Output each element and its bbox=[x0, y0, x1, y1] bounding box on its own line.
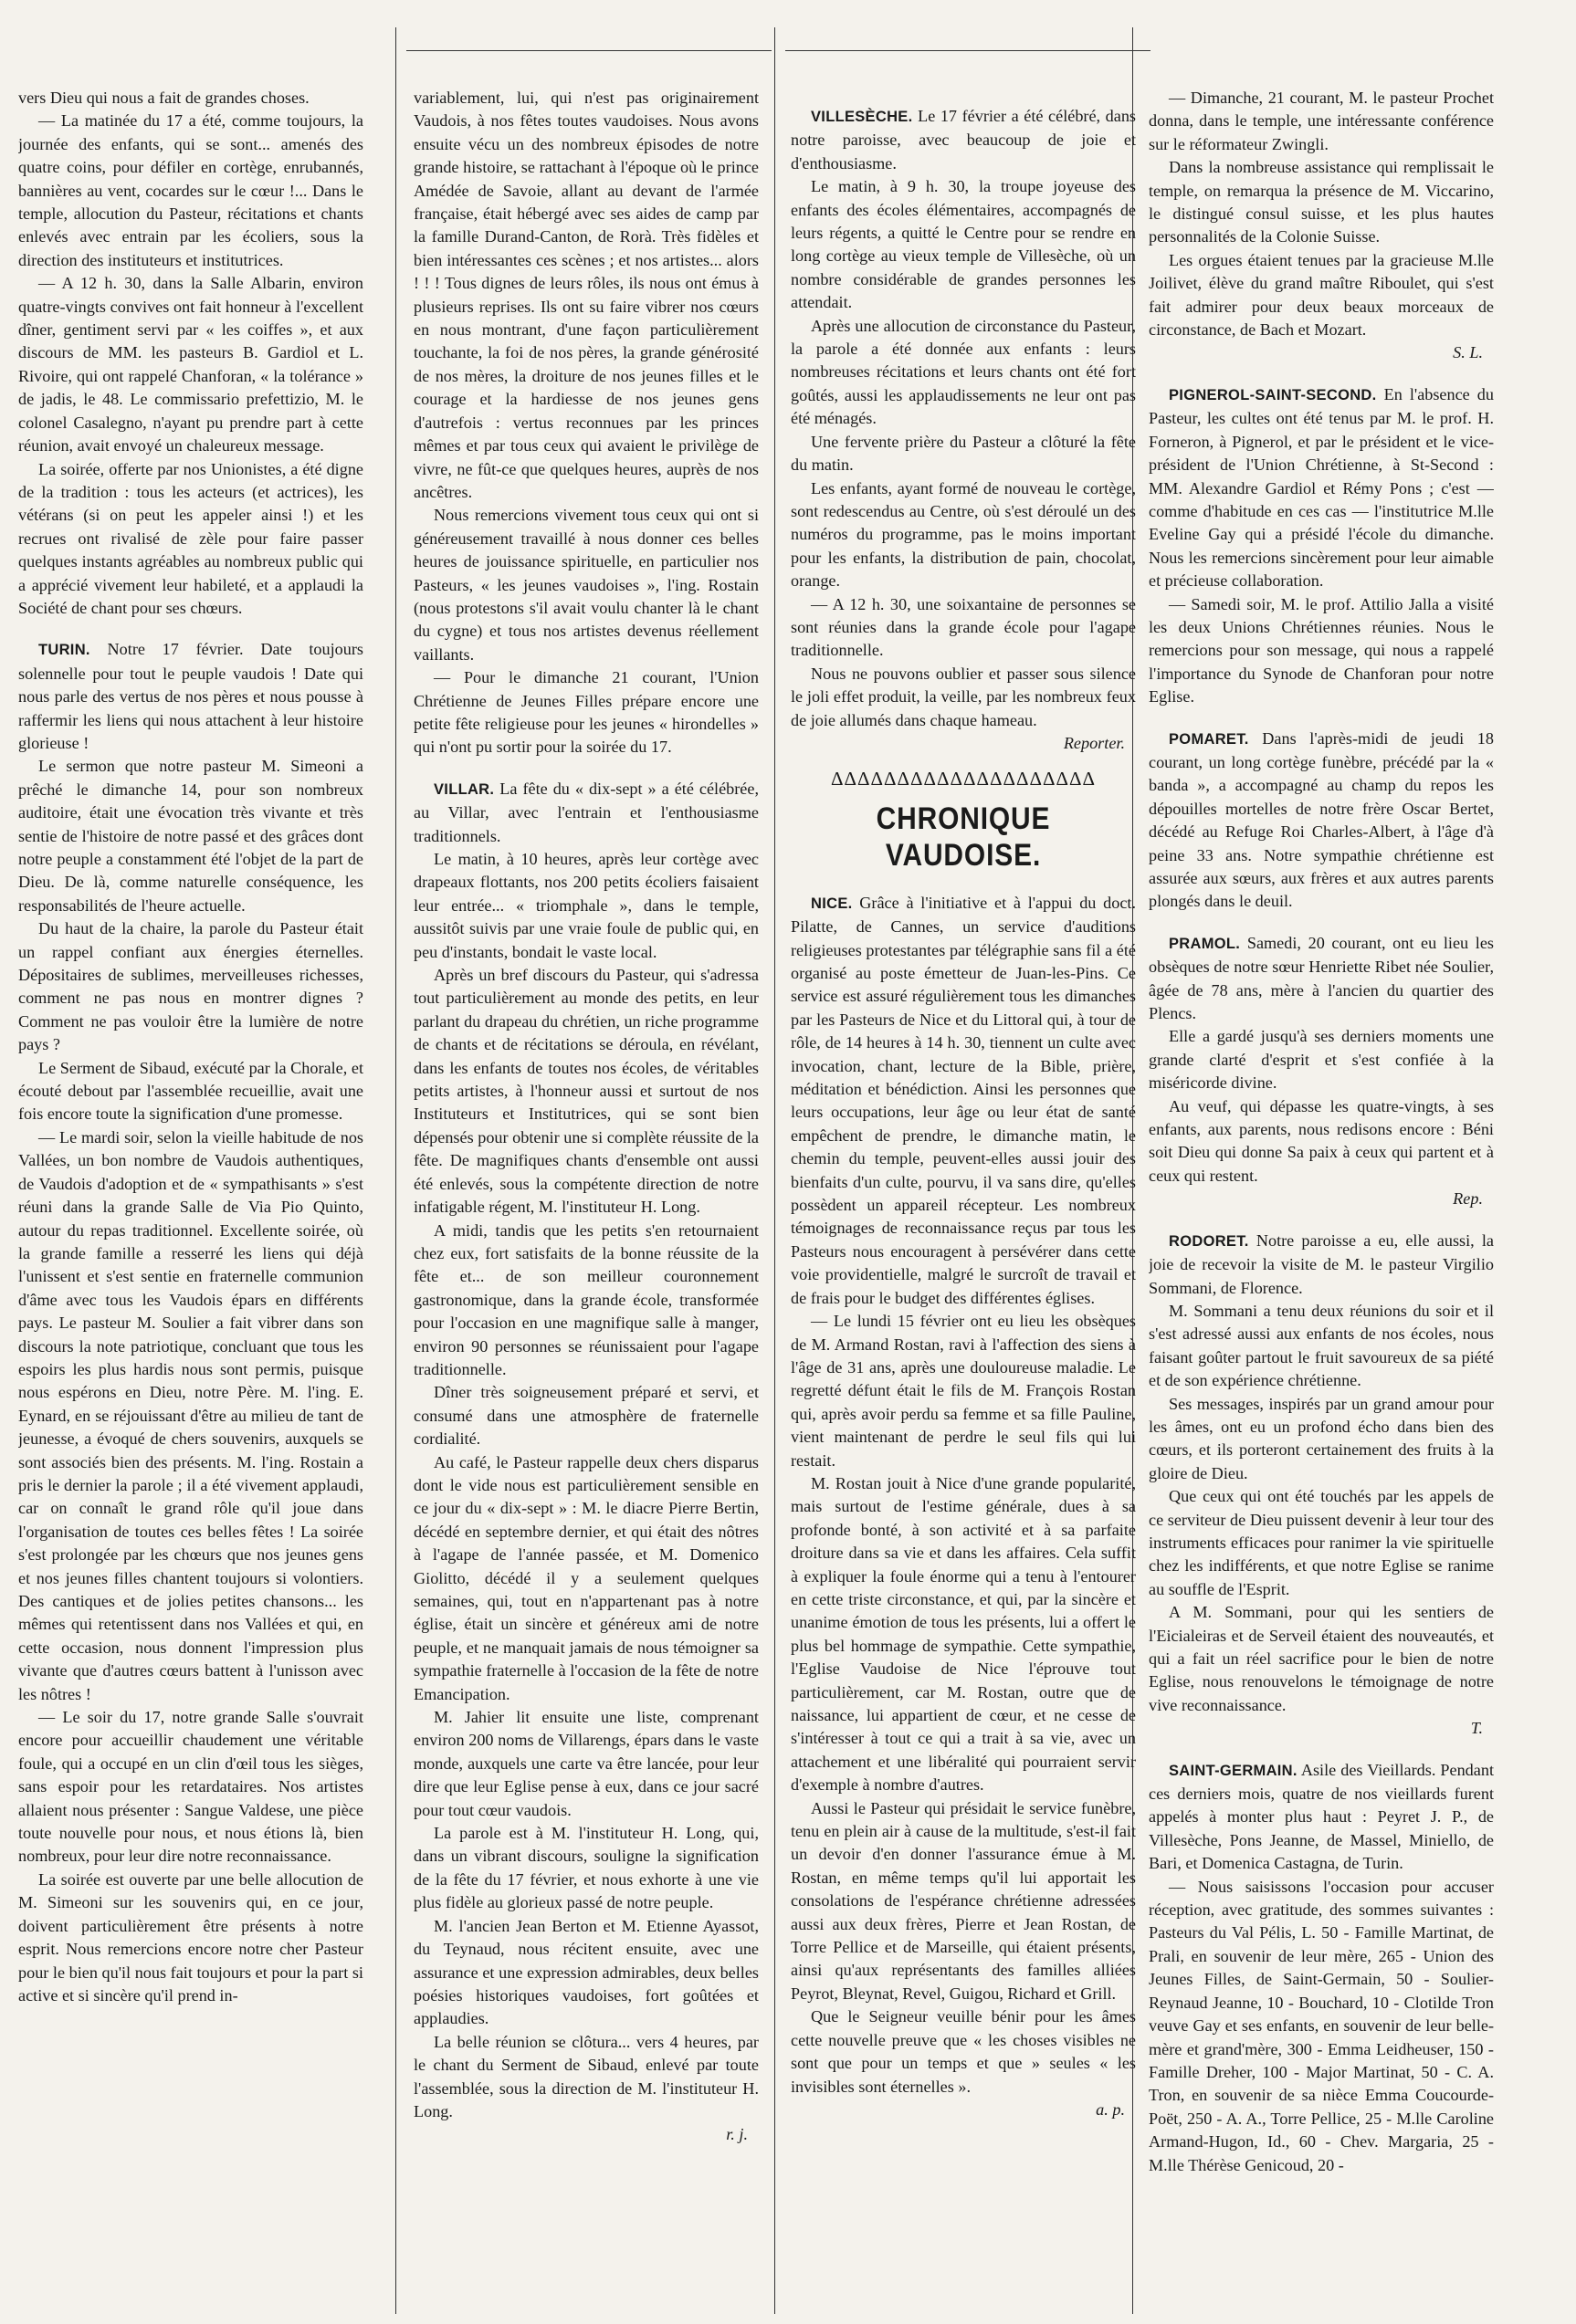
article-paragraph bbox=[414, 1915, 759, 2031]
paragraph-text: — La matinée du 17 a été, comme toujours, la journée des enfants, qui se sont... amenés des quatre coins, pour défiler en cortège, enrubannés, bannières au vent, cocardes sur le cœur !... Dans le temple, allocution du Pasteur, récitations et chants enlevés avec entrain par les écoliers, sous la direction des instituteurs et institutrices. bbox=[18, 111, 363, 269]
article-start bbox=[1149, 728, 1494, 914]
article-paragraph bbox=[791, 2005, 1136, 2121]
paragraph-text: — Pour le dimanche 21 courant, l'Union Chrétienne de Jeunes Filles prépare encore une petite fête religieuse pour les jeunes « hirondelles » qui n'ont pu sortir pour la soirée du 17. bbox=[414, 668, 759, 757]
article-paragraph bbox=[1149, 1485, 1494, 1601]
paragraph-text: — Nous saisissons l'occasion pour accuser réception, avec gratitude, des sommes suivantes : Pasteurs du Val Pélis, L. 50 - Famille Martinat, de Prali, en souvenir de leur mère, 265 - Union des Jeunes Filles, de Saint-Germain, 50 - Soulier-Reynaud Jeanne, 10 - Bouchard, 10 - Clotilde Tron veuve Gay et ses enfants, en souvenir de leur belle-mère et grand'mère, 300 - Emma Leidheuser, 150 - Famille Dreher, 100 - Major Martinat, 50 - C. A. Tron, en souvenir de sa nièce Emma Coucourde-Poët, 250 - A. A., Torre Pellice, 25 - M.lle Caroline Armand-Hugon, Id., 60 - Chev. Margaria, 25 - M.lle Thérèse Genicoud, 20 - bbox=[1149, 1877, 1494, 2174]
place-heading: RODORET. bbox=[1169, 1232, 1249, 1250]
article-paragraph bbox=[1149, 593, 1494, 709]
paragraph-text: Les orgues étaient tenues par la gracieuse M.lle Joilivet, élève du grand maître Riboulet, qui s'est fait admirer pour deux beaux morceaux de circonstance, de Bach et Mozart. bbox=[1149, 250, 1494, 340]
paragraph-text: — Le lundi 15 février ont eu lieu les obsèques de M. Armand Rostan, ravi à l'affection des siens à l'âge de 31 ans, après une douloureuse maladie. Le regretté défunt était le fils de M. François Rostan qui, après avoir perdu sa femme et sa fille Pauline, vient maintenant de perdre le seul fils qui lui restait. bbox=[791, 1312, 1136, 1470]
article-start bbox=[1149, 932, 1494, 1026]
paragraph-text: Les enfants, ayant formé de nouveau le cortège, sont redescendus au Centre, où s'est déroulé un des numéros du programme, pas le moins important pour les enfants, la distribution de pain, chocolat, orange. bbox=[791, 478, 1136, 591]
article-paragraph bbox=[18, 917, 363, 1056]
paragraph-text: En l'absence du Pasteur, les cultes ont été tenus par M. le prof. H. Forneron, à Pignerol, et par le président et le vice-président de l'Union Chrétienne, à St-Second : MM. Alexandre Gardiol et Rémy Pons ; c'est — comme d'habitude en ces cas — l'institutrice M.lle Eveline Gay qui a présidé l'école du dimanche. Nous les remercions sincèrement pour leur aimable et précieuse collaboration. bbox=[1149, 384, 1494, 591]
article-paragraph bbox=[414, 1381, 759, 1450]
paragraph-text: Le matin, à 9 h. 30, la troupe joyeuse des enfants des écoles élémentaires, accompagnés de leurs régents, a quitté le Centre pour se rendre en long cortège au vieux temple de Villesèche, où un nombre considérable de grandes personnes les attendait. bbox=[791, 177, 1136, 312]
paragraph-text: — Le soir du 17, notre grande Salle s'ouvrait encore pour accueillir chaudement une véritable foule, qui a occupé en un clin d'œil tous les sièges, sans espoir pour les retardataires. Nos artistes allaient nous présenter : Sangue Valdese, une pièce toute nouvelle pour nous, et nous étions là, bien nombreux, pour leur dire notre reconnaissance. bbox=[18, 1708, 363, 1866]
paragraph-text: La soirée est ouverte par une belle allocution de M. Simeoni sur les souvenirs qui, en ce jour, doivent particulièrement être présents à notre esprit. Nous remercions encore notre cher Pasteur pour le bien qu'il nous fait toujours et pour la part si active et si sincère qu'il prend in- bbox=[18, 1869, 363, 2005]
article-paragraph bbox=[791, 1797, 1136, 2006]
column-1 bbox=[18, 87, 363, 2305]
paragraph-text: Au café, le Pasteur rappelle deux chers disparus dont le vide nous est particulièrement sensible en ce jour du « dix-sept » : M. le diacre Pierre Bertin, décédé en septembre dernier, et qui était des nôtres à l'agape de l'année passée, et M. Domenico Giolitto, décédé il y a seulement quelques semaines, qui, tout en n'appartenant pas à notre église, était un sincère et généreux ami de notre peuple, et ne manquait jamais de nous témoigner sa sympathie fraternelle à l'occasion de la fête de notre Emancipation. bbox=[414, 1452, 759, 1703]
article-paragraph bbox=[791, 175, 1136, 314]
ornament-divider: ΔΔΔΔΔΔΔΔΔΔΔΔΔΔΔΔΔΔΔΔ bbox=[830, 768, 1097, 790]
column-divider bbox=[395, 27, 396, 2314]
article-paragraph bbox=[1149, 87, 1494, 156]
article-paragraph bbox=[791, 315, 1136, 431]
article-paragraph bbox=[1149, 1300, 1494, 1393]
paragraph-text: Nous remercions vivement tous ceux qui ont si généreusement travaillé à nous donner ces belles heures de jouissance spirituelle, en particulier nos Pasteurs, « les jeunes vaudoises », l'ing. Rostain (nous protestons s'il avait voulu chanter là le chant du cygne) et tous nos artistes devenus réellement vaillants. bbox=[414, 506, 759, 664]
paragraph-text: M. Rostan jouit à Nice d'une grande popularité, mais surtout de l'estime générale, dues à sa profonde bonté, à son activité et à sa parfaite droiture dans sa vie et dans les affaires. Cela suffit à expliquer la foule énorme qui a tenu à l'entourer en cette triste circonstance, et qui, par la sincère et unanime émotion de tous les présents, lui a offert le plus bel hommage de sympathie. Cette sympathie, l'Eglise Vaudoise de Nice l'éprouve tout particulièrement, car M. Rostan, outre que de naissance, lui appartient de cœur, et ne cesse de s'intéresser à tout ce qui a trait à sa vie, avec un attachement et une libéralité qui pourraient servir d'exemple à nombre d'autres. bbox=[791, 1473, 1136, 1795]
paragraph-text: A midi, tandis que les petits s'en retournaient chez eux, fort satisfaits de la bonne réussite de la fête et... de son meilleur couronnement gastronomique, dans la grande école, transformée pour l'occasion en une magnifique salle à manger, environ 90 personnes se réunissaient pour l'agape traditionnelle. bbox=[414, 1220, 759, 1378]
section-heading: CHRONIQUE VAUDOISE. bbox=[876, 801, 1051, 873]
paragraph-text: Notre paroisse a eu, elle aussi, la joie de recevoir la visite de M. le pasteur Virgilio Sommani, de Florence. bbox=[1149, 1230, 1494, 1297]
header-rule bbox=[406, 50, 772, 51]
author-signature: S. L. bbox=[1453, 343, 1483, 362]
paragraph-text: A M. Sommani, pour qui les sentiers de l'Eicialeiras et de Serveil étaient des nouveautés, et qui a fait un réel sacrifice pour le bien de notre Eglise, nous renouvelons le témoignage de notre vive reconnaissance. bbox=[1149, 1603, 1494, 1714]
paragraph-text: Après une allocution de circonstance du Pasteur, la parole a été donnée aux enfants : leurs nombreuses récitations et leurs chants ont été fort goûtés, aussi les applaudissements ne leur ont pas été ménagés. bbox=[791, 316, 1136, 428]
author-signature: a. p. bbox=[1096, 2099, 1125, 2119]
column-4 bbox=[1149, 87, 1494, 2305]
paragraph-text: — A 12 h. 30, une soixantaine de personnes se sont réunies dans la grande école pour l'agape traditionnelle. bbox=[791, 594, 1136, 660]
article-paragraph bbox=[791, 1310, 1136, 1472]
article-paragraph bbox=[1149, 1025, 1494, 1094]
paragraph-text: Nous ne pouvons oublier et passer sous silence le joli effet produit, la veille, par les nombreux feux de joie allumés dans chaque hameau. bbox=[791, 664, 1136, 729]
paragraph-text: Ses messages, inspirés par un grand amour pour les âmes, ont eu un profond écho dans bien des cœurs, et ils porteront certainement des fruits à la gloire de Dieu. bbox=[1149, 1394, 1494, 1482]
paragraph-text: Grâce à l'initiative et à l'appui du doct. Pilatte, de Cannes, un service d'auditions religieuses protestantes par télégraphie sans fil a été organisé au poste émetteur de Juan-les-Pins. Ce service est assuré régulièrement tous les dimanches par les Pasteurs de Nice et du Littoral qui, à tour de rôle, de 14 heures à 14 h. 30, tiennent un culte avec invocation, chant, lecture de la Bible, prière, méditation et bénédiction. Ainsi les personnes que leurs occupations, leur âge ou leur état de santé empêchent de prendre, le dimanche matin, le chemin du temple, peuvent-elles aussi jouir des bienfaits d'un culte, pourvu, il va sans dire, qu'elles possèdent un appareil récepteur. Les nombreux témoignages de reconnaissance reçus par tous les Pasteurs nous encouragent à persévérer dans cette voie providentielle, malgré le surcroît de travail et de frais pour le budget des différentes églises. bbox=[791, 893, 1136, 1307]
article-paragraph bbox=[414, 2031, 759, 2147]
article-paragraph bbox=[18, 1706, 363, 1869]
article-start bbox=[791, 892, 1136, 1310]
paragraph-text: La fête du « dix-sept » a été célébrée, au Villar, avec l'entrain et l'enthousiasme traditionnels. bbox=[414, 779, 759, 845]
paragraph-text: M. Sommani a tenu deux réunions du soir et il s'est adressé aussi aux enfants de nos écoles, nous faisant goûter partout le fruit savoureux de sa piété et de son expérience chrétienne. bbox=[1149, 1301, 1494, 1390]
paragraph-text: La belle réunion se clôtura... vers 4 heures, par le chant du Serment de Sibaud, enlevé par toute l'assemblée, sous la direction de M. l'instituteur H. Long. bbox=[414, 2032, 759, 2120]
article-start bbox=[1149, 1230, 1494, 1300]
author-signature: T. bbox=[1470, 1719, 1483, 1738]
paragraph-text: La parole est à M. l'instituteur H. Long, qui, dans un vibrant discours, souligne la signification de la fête du 17 février, et nous exhorte à une vie plus fidèle au glorieux passé de notre peuple. bbox=[414, 1824, 759, 1912]
article-paragraph bbox=[18, 110, 363, 272]
article-paragraph bbox=[414, 666, 759, 759]
column-divider bbox=[774, 27, 775, 2314]
article-paragraph bbox=[1149, 156, 1494, 249]
article-continuation bbox=[414, 87, 759, 504]
place-heading: NICE. bbox=[811, 895, 853, 912]
article-paragraph bbox=[414, 964, 759, 1219]
column-3 bbox=[791, 87, 1136, 2305]
place-heading: VILLESÈCHE. bbox=[811, 109, 913, 125]
paragraph-text: Dans l'après-midi de jeudi 18 courant, un long cortège funèbre, précédé par la « banda », a accompagné au champ du repos les dépouilles mortelles de notre frère Oscar Bertet, décédé au Refuge Roi Charles-Albert, à l'âge d'à peine 33 ans. Notre sympathie chrétienne est assurée aux sœurs, aux frères et aux autres parents plongés dans le deuil. bbox=[1149, 728, 1494, 911]
article-continuation bbox=[18, 87, 363, 110]
paragraph-text: Le 17 février a été célébré, dans notre paroisse, avec beaucoup de joie et d'enthousiasme. bbox=[791, 107, 1136, 173]
author-signature: r. j. bbox=[726, 2125, 748, 2144]
article-paragraph bbox=[18, 755, 363, 917]
article-paragraph bbox=[18, 1057, 363, 1126]
place-heading: PIGNEROL-SAINT-SECOND. bbox=[1169, 386, 1377, 403]
article-paragraph bbox=[1149, 1095, 1494, 1211]
article-paragraph bbox=[414, 1706, 759, 1822]
place-heading: POMARET. bbox=[1169, 730, 1249, 748]
paragraph-text: Notre 17 février. Date toujours solennelle pour tout le peuple vaudois ! Date qui nous parle des vertus de nos pères et nous pousse à raffermir les liens qui nous attachent à leur histoire glorieuse ! bbox=[18, 640, 363, 752]
paragraph-text: Au veuf, qui dépasse les quatre-vingts, à ses enfants, aux parents, nous redisons encore : Béni soit Dieu qui donne Sa paix à ceux qui partent et à ceux qui restent. bbox=[1149, 1096, 1494, 1185]
paragraph-text: Une fervente prière du Pasteur a clôturé la fête du matin. bbox=[791, 432, 1136, 475]
paragraph-text: Que le Seigneur veuille bénir pour les âmes cette nouvelle preuve que « les choses visibles ne sont que pour un temps et que » seules « les invisibles sont éternelles ». bbox=[791, 2007, 1136, 2096]
article-paragraph bbox=[1149, 249, 1494, 365]
paragraph-text: M. Jahier lit ensuite une liste, comprenant environ 200 noms de Villarengs, épars dans le vaste monde, auxquels une carte va être lancée, pour leur dire que leur Eglise pense à eux, dans ce jour sacré pour tout cœur vaudois. bbox=[414, 1708, 759, 1819]
paragraph-text: Samedi, 20 courant, ont eu lieu les obsèques de notre sœur Henriette Ribet née Soulier, âgée de 78 ans, mère à l'ancien du quartier des Plencs. bbox=[1149, 933, 1494, 1023]
article-paragraph bbox=[18, 272, 363, 457]
place-heading: TURIN. bbox=[38, 642, 90, 659]
article-start bbox=[791, 105, 1136, 175]
paragraph-text: Que ceux qui ont été touchés par les appels de ce serviteur de Dieu puissent devenir à leur tour des instruments efficaces pour ranimer la vie spirituelle chez les indifférents, et que notre Eglise se ranime au souffle de l'Esprit. bbox=[1149, 1487, 1494, 1598]
paragraph-text: Le sermon que notre pasteur M. Simeoni a prêché le dimanche 14, pour son nombreux auditoire, était une évocation très vivante et très sentie de l'histoire de notre passé et des grâces dont notre peuple a constamment été l'objet de la part de Dieu. De là, comme naturelle conséquence, les responsabilités de l'heure actuelle. bbox=[18, 757, 363, 915]
article-paragraph bbox=[791, 663, 1136, 756]
article-paragraph bbox=[414, 504, 759, 666]
paragraph-text: Dans la nombreuse assistance qui remplissait le temple, on remarqua la présence de M. Viccarino, le distingué consul suisse, et les plus hautes personnalités de la Colonie Suisse. bbox=[1149, 158, 1494, 246]
article-paragraph bbox=[791, 1472, 1136, 1797]
article-paragraph bbox=[1149, 1876, 1494, 2177]
article-start bbox=[1149, 1759, 1494, 1876]
author-signature: Reporter. bbox=[1063, 733, 1125, 752]
column-2 bbox=[414, 87, 759, 2305]
article-paragraph bbox=[414, 1822, 759, 1915]
author-signature: Rep. bbox=[1453, 1189, 1483, 1209]
article-start bbox=[414, 778, 759, 848]
paragraph-text: — Dimanche, 21 courant, M. le pasteur Prochet donna, dans le temple, une intéressante conférence sur le réformateur Zwingli. bbox=[1149, 89, 1494, 153]
article-paragraph bbox=[414, 1220, 759, 1382]
article-paragraph bbox=[1149, 1393, 1494, 1486]
paragraph-text: Dîner très soigneusement préparé et servi, et consumé dans une atmosphère de fraternelle cordialité. bbox=[414, 1383, 759, 1449]
article-start bbox=[1149, 383, 1494, 593]
place-heading: PRAMOL. bbox=[1169, 935, 1241, 952]
paragraph-text: Du haut de la chaire, la parole du Pasteur était un rappel confiant aux énergies éternelles. Dépositaires de sublimes, merveilleuses richesses, comment ne pas nous en montrer dignes ? Comment ne pas vouloir être la lumière de notre pays ? bbox=[18, 919, 363, 1054]
article-paragraph bbox=[791, 477, 1136, 593]
article-paragraph bbox=[414, 848, 759, 964]
article-paragraph bbox=[1149, 1601, 1494, 1740]
paragraph-text: — Le mardi soir, selon la vieille habitude de nos Vallées, un bon nombre de Vaudois authentiques, de Vaudois d'adoption et de « sympathisants » s'est réuni dans la grande Salle de Via Pio Quinto, autour du repas traditionnel. Excellente soirée, où la grande famille a resserré les liens qui déjà l'unissent et s'est sentie en fraternelle communion d'âme avec tous les Vaudois épars en différents pays. Le pasteur M. Soulier a fait vibrer dans son discours la note patriotique, concluant que tous les espoirs les plus hardis nous sont permis, puisque nous espérons en Dieu, notre Père. M. l'ing. E. Eynard, en se réjouissant d'être au milieu de tant de jeunesse, a évoqué de chers souvenirs, auxquels se sont associés bien des présents. M. l'ing. Rostain a pris le dernier la parole ; il a été vivement applaudi, car on connaît le grand rôle qu'il joue dans l'organisation de toutes ces belles fêtes ! La soirée s'est prolongée par les chœurs que nos jeunes gens et nos jeunes filles chantent toujours si volontiers. Des cantiques et de jolies petites chansons... les mêmes qui retentissent dans nos Vallées et qui, en cette occasion, nous donnent l'impression plus vivante que d'autres cœurs battent à l'unisson avec les nôtres ! bbox=[18, 1127, 363, 1703]
paragraph-text: Le Serment de Sibaud, exécuté par la Chorale, et écouté debout par l'assemblée recueillie, avait une fois encore toute la signification d'une promesse. bbox=[18, 1058, 363, 1124]
paragraph-text: variablement, lui, qui n'est pas originairement Vaudois, à nos fêtes toutes vaudoises. Nous avons ensuite vécu un des nombreux épisodes de notre grande histoire, se rattachant à l'époque où le prince Amédée de Savoie, allant au devant de l'armée française, était hébergé avec ses aides de camp par la famille Durand-Canton, de Rorà. Très fidèles et bien intéressantes ces scènes ; et nos artistes... alors ! ! ! Tous dignes de leurs rôles, ils nous ont émus à plusieurs reprises. Ils ont su faire vibrer nos cœurs en nous montrant, d'une façon particulièrement touchante, la foi de nos pères, la grande générosité de nos mères, la droiture de nos jeunes filles et le courage et la hardiesse de nos jeunes gens d'autrefois : vertus reconnues par les princes mêmes et par tous ceux qui avaient le privilège de vivre, ne fût-ce que quelques heures, auprès de nos ancêtres. bbox=[414, 89, 759, 501]
header-rule bbox=[785, 50, 1150, 51]
paragraph-text: — A 12 h. 30, dans la Salle Albarin, environ quatre-vingts convives ont fait honneur à l'excellent dîner, gentiment servi par « les coiffes », et aux discours de MM. les pasteurs B. Gardiol et L. Rivoire, qui ont rappelé Chanforan, « la tolérance » de jadis, le 48. Le commissario prefettizio, M. le colonel Casalegno, n'ayant pu prendre part à cette réunion, avait envoyé un chaleureux message. bbox=[18, 274, 363, 455]
article-paragraph bbox=[791, 431, 1136, 477]
paragraph-text: La soirée, offerte par nos Unionistes, a été digne de la tradition : tous les acteurs (et actrices), les vétérans (si on peut les appeler ainsi !) et les recrues ont rivalisé de zèle pour faire passer quelques instants agréables au nombreux public qui a apprécié vivement leur habileté, et a applaudi la Société de chant pour ses chœurs. bbox=[18, 459, 363, 617]
place-heading: SAINT-GERMAIN. bbox=[1169, 1762, 1298, 1779]
paragraph-text: — Samedi soir, M. le prof. Attilio Jalla a visité les deux Unions Chrétiennes réunies. Nous le remercions pour son message, qui nous a rappelé l'importance du Synode de Chanforan pour notre Eglise. bbox=[1149, 594, 1494, 707]
place-heading: VILLAR. bbox=[434, 780, 495, 798]
paragraph-text: vers Dieu qui nous a fait de grandes choses. bbox=[18, 89, 310, 107]
article-paragraph bbox=[18, 1126, 363, 1706]
article-paragraph bbox=[18, 1869, 363, 2007]
paragraph-text: Asile des Vieillards. Pendant ces derniers mois, quatre de nos vieillards furent appelés à monter plus haut : Peyret J. P., de Villesèche, Pons Jeanne, de Massel, Miniello, de Bari, et Domenica Castagna, de Turin. bbox=[1149, 1760, 1494, 1873]
paragraph-text: Après un bref discours du Pasteur, qui s'adressa tout particulièrement au monde des petits, en leur parlant du drapeau du chrétien, un riche programme de chants et de récitations se déroula, en révélant, dans les enfants de toutes nos écoles, de véritables petits artistes, à l'honneur aussi et surtout de nos Instituteurs et Institutrices, qui se sont bien dépensés pour obtenir une si complète réussite de la fête. De magnifiques chants d'ensemble ont aussi été enlevés, sous la compétente direction de notre infatigable régent, M. l'instituteur H. Long. bbox=[414, 966, 759, 1217]
paragraph-text: M. l'ancien Jean Berton et M. Etienne Ayassot, du Teynaud, nous récitent ensuite, avec une assurance et une expression admirables, deux belles poésies historiques vaudoises, fort goûtées et applaudies. bbox=[414, 1916, 759, 2028]
paragraph-text: Elle a gardé jusqu'à ses derniers moments une grande clarté d'esprit et s'est confiée à la miséricorde divine. bbox=[1149, 1027, 1494, 1093]
article-start bbox=[18, 638, 363, 755]
article-paragraph bbox=[414, 1451, 759, 1706]
paragraph-text: Le matin, à 10 heures, après leur cortège avec drapeaux flottants, nos 200 petits écoliers faisaient leur entrée... « triomphale », dans le temple, aussitôt suivis par une vraie foule de public qui, en peu d'instants, bondait le vaste local. bbox=[414, 850, 759, 961]
article-paragraph bbox=[18, 458, 363, 621]
article-paragraph bbox=[791, 593, 1136, 663]
paragraph-text: Aussi le Pasteur qui présidait le service funèbre, tenu en plein air à cause de la multitude, s'est-il fait un devoir d'en donner l'assurance émue à M. Rostan, en même temps qu'il lui apportait les consolations de l'espérance chrétienne adressées aussi aux deux frères, Pierre et Jean Rostan, de Torre Pellice et de Marseille, qui étaient présents, ainsi qu'aux représentants des familles alliées Peyrot, Bleynat, Revel, Guigou, Richard et Grill. bbox=[791, 1798, 1136, 2003]
